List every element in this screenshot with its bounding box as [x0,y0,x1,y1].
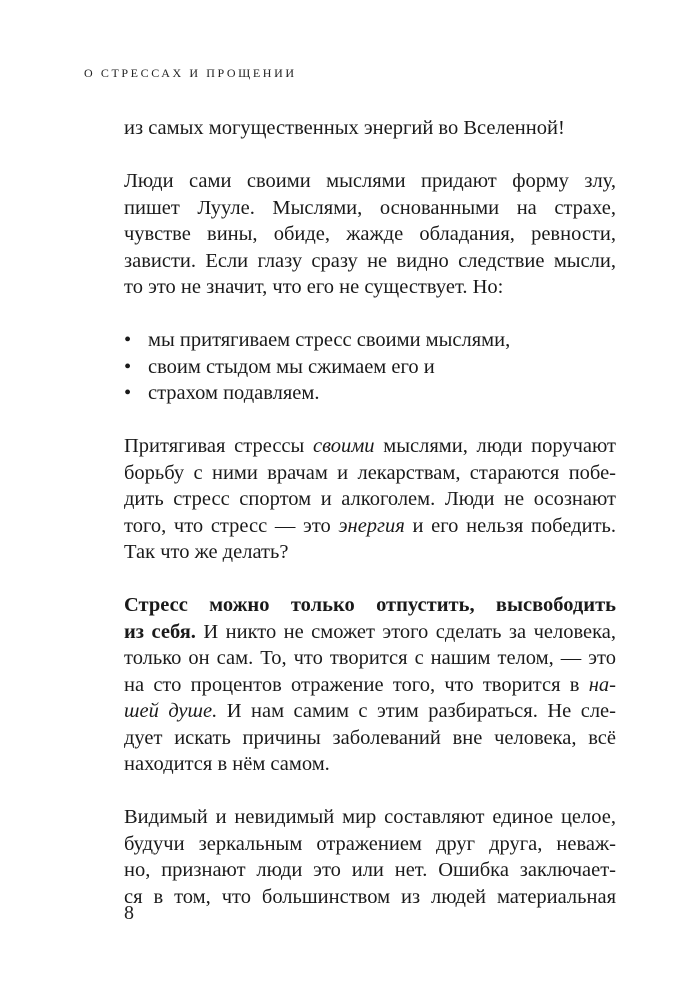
running-head: О СТРЕССАХ И ПРОЩЕНИИ [84,66,297,80]
text-line [124,513,616,540]
bullet-text: своим стыдом мы сжимаем его и [148,355,435,378]
text-run: И никто не сможет этого сделать за человека, [195,620,617,643]
text-line: Так что же делать? [124,541,289,563]
paragraph-2 [124,433,616,566]
bold-line: Стресс можно только отпустить, высвободить [124,594,616,616]
text-line: зависти. Если глазу сразу не видно следствие мысли, [124,249,616,272]
text-line: пишет Лууле. Мыслями, основанными на страхе, [124,196,616,219]
text-run: мыслями, люди поручают [374,435,616,457]
body-text [124,115,616,937]
text-run: и его нельзя победить. [404,514,617,537]
text-line: только он сам. То, что творится с нашим телом, — это [124,647,616,669]
italic-run: шей душе. [124,700,218,722]
paragraph-3 [124,592,616,778]
bullet-list [124,327,616,407]
bullet-dot-icon: • [124,329,132,351]
text-run: Притягивая стрессы [124,435,313,457]
text-line: борьбу с ними врачам и лекарствам, стараются побе- [124,461,616,484]
bullet-item [124,354,616,381]
bullet-item [124,380,616,407]
text-line: ся в том, что большинством из людей материальная [124,885,616,908]
bullet-text: страхом подавляем. [148,382,320,404]
text-line: находится в нём самом. [124,753,330,775]
text-line [124,433,616,460]
paragraph-continuation [124,115,616,142]
paragraph-1 [124,168,616,301]
text-line: но, признают люди это или нет. Ошибка заключает- [124,859,616,881]
bullet-text: мы притягиваем стресс своими мыслями, [148,329,511,351]
text-line: Люди сами своими мыслями придают форму злу, [124,170,616,192]
bullet-dot-icon: • [124,382,132,404]
text-run: на сто процентов отражение того, что творится в [124,673,589,696]
text-line [124,672,616,699]
text-line [124,698,616,725]
italic-run: своими [313,435,375,457]
text-line: Видимый и невидимый мир составляют единое целое, [124,806,616,828]
italic-run: энергия [338,514,405,537]
text-line: чувстве вины, обиде, жажде обладания, ревности, [124,223,616,245]
text-line: то это не значит, что его не существует. Но: [124,276,504,298]
text-line [124,619,616,646]
text-line: дить стресс спортом и алкоголем. Люди не осознают [124,488,616,510]
bullet-dot-icon: • [124,355,132,378]
page-number: 8 [124,902,134,924]
text-line: из самых могущественных энергий во Вселенной! [124,117,565,139]
text-run: того, что стресс — это [124,514,339,537]
italic-run: на- [588,673,616,696]
text-line: дует искать причины заболеваний вне человека, всё [124,726,616,749]
paragraph-4 [124,804,616,910]
text-line: будучи зеркальным отражением друг друга, неваж- [124,832,616,855]
bold-run: из себя. [124,620,196,643]
text-run: И нам самим с этим разбираться. Не сле- [217,700,616,722]
bullet-item [124,327,616,354]
